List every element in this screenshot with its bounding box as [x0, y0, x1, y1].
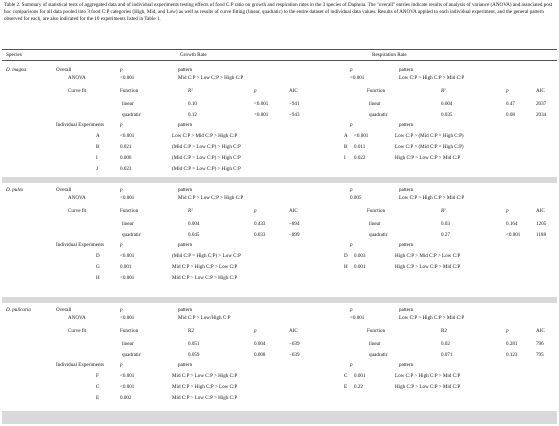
growth-experiment-pattern: (Mid C:P = Low C:P) > High C:P: [172, 166, 241, 172]
section-separator-band-1: [2, 177, 557, 183]
overall-label: Overall: [56, 67, 72, 73]
growth-linear-r2: 0.051: [188, 341, 200, 347]
species-name: D. pulex: [6, 187, 24, 193]
resp-linear-label: linear: [369, 341, 381, 347]
resp-ind-p-heading: p: [350, 122, 353, 128]
resp-quadratic-label: quadratic: [369, 232, 388, 238]
growth-ind-p-heading: p: [120, 122, 123, 128]
growth-linear-p: 0.004: [254, 341, 266, 347]
growth-function-heading: Function: [120, 328, 139, 334]
resp-ind-pattern-heading: pattern: [399, 122, 414, 128]
curve-fit-label: Curve fit: [68, 328, 87, 334]
growth-function-heading: Function: [120, 88, 139, 94]
growth-r2-heading: R2: [188, 328, 194, 334]
growth-experiment-pattern: Mid C:P > Low C:P > High C:P: [172, 395, 238, 401]
resp-ind-p-heading: p: [350, 362, 353, 368]
resp-r2-heading: R²: [441, 208, 446, 214]
resp-experiment-p: 0.022: [354, 155, 366, 161]
growth-ind-p-heading: p: [120, 242, 123, 248]
growth-r2-heading: R²: [188, 208, 193, 214]
resp-quadratic-r2: 0.071: [441, 352, 453, 358]
resp-quadratic-r2: 0.035: [441, 112, 453, 118]
growth-quadratic-r2: 0.059: [188, 352, 200, 358]
growth-experiment-id: A: [96, 133, 100, 139]
resp-experiment-id: C: [344, 373, 348, 379]
growth-experiment-id: H: [96, 275, 100, 281]
growth-experiment-id: C: [96, 384, 100, 390]
resp-experiment-id: A: [344, 133, 348, 139]
growth-linear-aic: −894: [289, 221, 300, 227]
resp-experiment-pattern: Low C:P > High C:P > Mid C:P: [395, 373, 461, 379]
growth-experiment-id: E: [96, 395, 100, 401]
growth-quadratic-aic: −639: [289, 352, 300, 358]
anova-label: ANOVA: [68, 315, 86, 321]
growth-quadratic-r2: 0.045: [188, 232, 200, 238]
growth-linear-p: 0.433: [254, 221, 266, 227]
resp-aic-heading: AIC: [536, 208, 545, 214]
growth-linear-r2: 0.10: [188, 101, 197, 107]
resp-p-heading: p: [350, 187, 353, 193]
growth-p-heading: p: [120, 187, 123, 193]
resp-linear-label: linear: [369, 221, 381, 227]
resp-linear-aic: 1205: [536, 221, 547, 227]
growth-aic-heading: AIC: [289, 88, 298, 94]
resp-experiment-p: 0.001: [354, 264, 366, 270]
growth-fit-p-heading: p: [254, 328, 257, 334]
resp-anova-p: 0.005: [350, 195, 362, 201]
resp-quadratic-r2: 0.27: [441, 232, 450, 238]
resp-experiment-pattern: High C:P > Low C:P > Mid C:P: [395, 155, 461, 161]
resp-linear-r2: 0.02: [441, 341, 450, 347]
growth-experiment-p: <0.001: [120, 373, 135, 379]
growth-quadratic-p: <0.001: [254, 112, 269, 118]
resp-r2-heading: R²: [441, 88, 446, 94]
resp-p-heading: p: [350, 307, 353, 313]
header-rule: [2, 60, 557, 61]
growth-experiment-p: <0.001: [120, 384, 135, 390]
resp-experiment-p: 0.011: [354, 144, 366, 150]
resp-linear-label: linear: [369, 101, 381, 107]
growth-anova-pattern: Mid C:P > Low C:P > High C:P: [178, 75, 244, 81]
resp-pattern-heading: pattern: [399, 307, 414, 313]
resp-anova-p: <0.001: [350, 315, 365, 321]
growth-experiment-pattern: (Mid C:P > Low C:P) > High C:P: [172, 155, 241, 161]
resp-quadratic-aic: 2034: [536, 112, 547, 118]
growth-aic-heading: AIC: [289, 208, 298, 214]
growth-experiment-pattern: Low C:P > Mid C:P > High C:P: [172, 133, 238, 139]
growth-experiment-id: D: [96, 253, 100, 259]
overall-label: Overall: [56, 187, 72, 193]
resp-experiment-pattern: High C:P > Low C:P > Mid C:P: [395, 264, 461, 270]
growth-linear-aic: −639: [289, 341, 300, 347]
growth-anova-p: <0.001: [120, 315, 135, 321]
growth-quadratic-r2: 0.12: [188, 112, 197, 118]
resp-linear-r2: 0.03: [441, 221, 450, 227]
individual-experiments-label: Individual Experiments: [56, 242, 104, 248]
resp-experiment-pattern: Low C:P > (Mid C:P = High C:P): [395, 133, 464, 139]
respiration-rate-header: Respiration Rate: [372, 52, 407, 58]
growth-experiment-pattern: (Mid C:P = High C:P) > Low C:P: [172, 253, 241, 259]
resp-ind-pattern-heading: pattern: [399, 362, 414, 368]
table-bottom-band: [2, 411, 557, 424]
resp-experiment-pattern: High C:P > Low C:P > Mid C:P: [395, 384, 461, 390]
overall-label: Overall: [56, 307, 72, 313]
growth-r2-heading: R²: [188, 88, 193, 94]
curve-fit-label: Curve fit: [68, 88, 87, 94]
resp-function-heading: Function: [367, 208, 386, 214]
resp-experiment-id: B: [344, 144, 348, 150]
resp-fit-p-heading: p: [506, 88, 509, 94]
growth-experiment-pattern: (Mid C:P > Low C:P) > High C:P: [172, 144, 241, 150]
growth-linear-label: linear: [122, 101, 134, 107]
resp-r2-heading: R2: [441, 328, 447, 334]
growth-function-heading: Function: [120, 208, 139, 214]
resp-experiment-pattern: Low C:P > (Mid C:P = High C:P): [395, 144, 464, 150]
resp-function-heading: Function: [367, 328, 386, 334]
growth-quadratic-aic: −943: [289, 112, 300, 118]
growth-experiment-id: F: [96, 373, 99, 379]
growth-fit-p-heading: p: [254, 88, 257, 94]
resp-aic-heading: AIC: [536, 88, 545, 94]
resp-anova-pattern: Low C:P > High C:P > Mid C:P: [399, 75, 465, 81]
growth-pattern-heading: pattern: [178, 307, 193, 313]
growth-experiment-p: <0.001: [120, 133, 135, 139]
resp-quadratic-p: <0.001: [506, 232, 521, 238]
growth-experiment-id: B: [96, 144, 100, 150]
resp-quadratic-aic: 1188: [536, 232, 546, 238]
resp-experiment-id: H: [344, 264, 348, 270]
growth-experiment-p: 0.006: [120, 155, 132, 161]
resp-linear-p: 0.281: [506, 341, 518, 347]
growth-experiment-p: 0.002: [120, 395, 132, 401]
section-separator-band-2: [2, 297, 557, 303]
growth-experiment-p: 0.023: [120, 166, 132, 172]
resp-experiment-p: 0.001: [354, 373, 366, 379]
growth-ind-pattern-heading: pattern: [178, 122, 193, 128]
resp-quadratic-aic: 795: [536, 352, 544, 358]
curve-fit-label: Curve fit: [68, 208, 87, 214]
resp-ind-p-heading: p: [350, 242, 353, 248]
growth-linear-p: <0.001: [254, 101, 269, 107]
growth-fit-p-heading: p: [254, 208, 257, 214]
growth-ind-pattern-heading: pattern: [178, 362, 193, 368]
growth-quadratic-label: quadratic: [122, 352, 141, 358]
resp-linear-r2: 0.004: [441, 101, 453, 107]
growth-ind-p-heading: p: [120, 362, 123, 368]
resp-anova-pattern: Low C:P > High C:P > Mid C:P: [399, 195, 465, 201]
resp-p-heading: p: [350, 67, 353, 73]
resp-quadratic-label: quadratic: [369, 352, 388, 358]
resp-pattern-heading: pattern: [399, 67, 414, 73]
growth-aic-heading: AIC: [289, 328, 298, 334]
growth-linear-label: linear: [122, 221, 134, 227]
anova-label: ANOVA: [68, 75, 86, 81]
growth-rate-header: Growth Rate: [180, 52, 207, 58]
growth-linear-label: linear: [122, 341, 134, 347]
resp-ind-pattern-heading: pattern: [399, 242, 414, 248]
species-name: D. pulicaria: [6, 307, 31, 313]
resp-linear-p: 0.164: [506, 221, 518, 227]
species-name: D. magna: [6, 67, 27, 73]
growth-p-heading: p: [120, 307, 123, 313]
growth-experiment-p: 0.021: [120, 144, 132, 150]
resp-fit-p-heading: p: [506, 328, 509, 334]
resp-anova-p: <0.001: [350, 75, 365, 81]
growth-experiment-pattern: Mid C:P > Low C:P > High C:P: [172, 373, 238, 379]
resp-experiment-id: I: [344, 155, 346, 161]
resp-linear-aic: 796: [536, 341, 544, 347]
growth-anova-p: <0.001: [120, 75, 135, 81]
growth-experiment-id: I: [96, 155, 98, 161]
growth-experiment-p: <0.001: [120, 275, 135, 281]
growth-quadratic-p: 0.033: [254, 232, 266, 238]
resp-experiment-p: 0.22: [354, 384, 363, 390]
growth-quadratic-label: quadratic: [122, 112, 141, 118]
table-caption: Table 2. Summary of statistical tests of aggregated data and of individual experiments testing effects of food C:P ratio on growth and respiration rates in the 3 species of Daphnia. The "overall" entries indicate results of analysis of variance (ANOVA) and associated post hoc comparisons for all data pooled into 3 food C:P categories (High, Mid, and Low) as well as results of curve fitting (linear, quadratic) to the entire dataset of individual data values. Results of ANOVA applied to each individual experiment, and the general pattern observed for each, are also indicated for the 10 experiments listed in Table 1.: [4, 2, 553, 23]
growth-quadratic-label: quadratic: [122, 232, 141, 238]
resp-experiment-p: 0.003: [354, 253, 366, 259]
growth-linear-aic: −941: [289, 101, 300, 107]
resp-aic-heading: AIC: [536, 328, 545, 334]
growth-experiment-p: <0.001: [120, 253, 135, 259]
growth-experiment-id: G: [96, 264, 100, 270]
table-top-rule: [2, 49, 557, 50]
growth-pattern-heading: pattern: [178, 67, 193, 73]
resp-experiment-p: <0.001: [354, 133, 369, 139]
growth-experiment-pattern: Mid C:P > High C:P > Low C:P: [172, 384, 238, 390]
species-column-header: Species: [6, 52, 22, 58]
resp-experiment-id: D: [344, 253, 348, 259]
growth-linear-r2: 0.004: [188, 221, 200, 227]
resp-experiment-pattern: High C:P > Mid C:P > Low C:P: [395, 253, 461, 259]
resp-quadratic-p: 0.08: [506, 112, 515, 118]
growth-pattern-heading: pattern: [178, 187, 193, 193]
resp-quadratic-label: quadratic: [369, 112, 388, 118]
growth-anova-pattern: Mid C:P > Low/High C:P: [178, 315, 231, 321]
growth-quadratic-p: 0.008: [254, 352, 266, 358]
growth-p-heading: p: [120, 67, 123, 73]
anova-label: ANOVA: [68, 195, 86, 201]
resp-linear-p: 0.47: [506, 101, 515, 107]
growth-anova-p: <0.001: [120, 195, 135, 201]
resp-linear-aic: 2037: [536, 101, 547, 107]
resp-experiment-id: E: [344, 384, 348, 390]
growth-experiment-id: J: [96, 166, 98, 172]
resp-fit-p-heading: p: [506, 208, 509, 214]
growth-experiment-pattern: Mid C:P > Low C:P > High C:P: [172, 275, 238, 281]
growth-quadratic-aic: −899: [289, 232, 300, 238]
individual-experiments-label: Individual Experiments: [56, 362, 104, 368]
growth-experiment-p: 0.001: [120, 264, 132, 270]
growth-anova-pattern: Mid C:P > Low C:P > High C:P: [178, 195, 244, 201]
resp-quadratic-p: 0.123: [506, 352, 518, 358]
individual-experiments-label: Individual Experiments: [56, 122, 104, 128]
growth-ind-pattern-heading: pattern: [178, 242, 193, 248]
resp-pattern-heading: pattern: [399, 187, 414, 193]
resp-anova-pattern: Low C:P > High C:P > Mid C:P: [399, 315, 465, 321]
growth-experiment-pattern: Mid C:P > High C:P > Low C:P: [172, 264, 238, 270]
resp-function-heading: Function: [367, 88, 386, 94]
